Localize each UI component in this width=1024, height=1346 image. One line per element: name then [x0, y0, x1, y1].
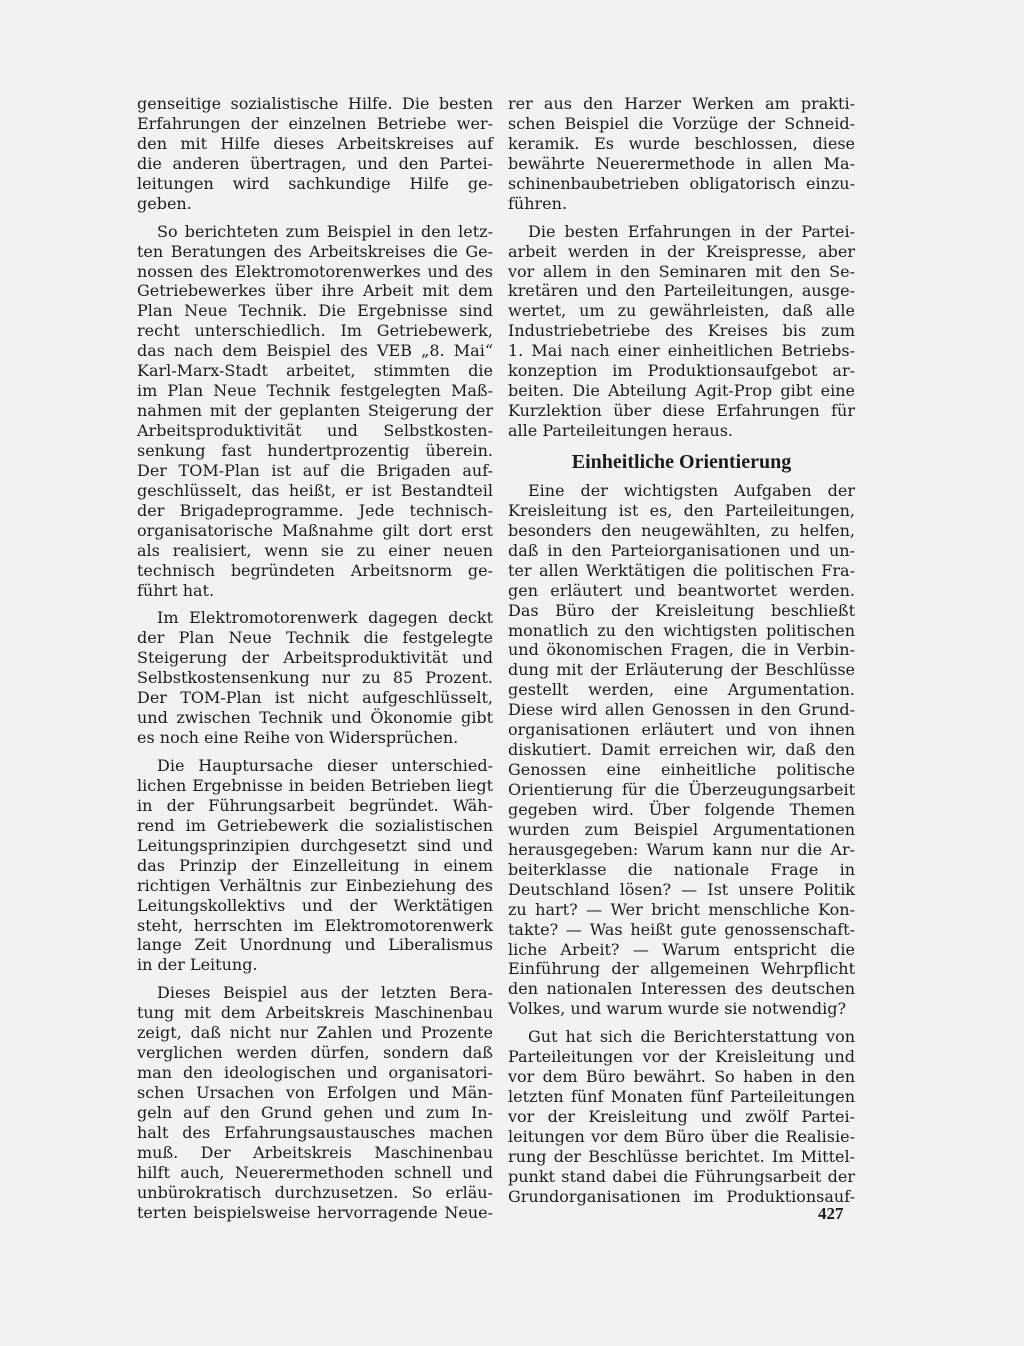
- text-line: Grundorganisationen im Produktionsauf-: [508, 1186, 855, 1206]
- text-line: unbürokratisch durchzusetzen. So erläu-: [137, 1182, 493, 1202]
- text-line: man den ideologischen und organisatori-: [137, 1063, 493, 1083]
- text-line: Selbstkostensenkung nur zu 85 Prozent.: [137, 668, 493, 688]
- right-column: [508, 94, 855, 1207]
- text-line: geln auf den Grund gehen und zum In-: [137, 1102, 493, 1122]
- right-paragraphs-after: [508, 481, 855, 1207]
- text-line: lichen Ergebnisse in beiden Betrieben liegt: [137, 775, 493, 795]
- text-line: führt hat.: [137, 580, 215, 600]
- text-line: hilft auch, Neuerermethoden schnell und: [137, 1162, 493, 1182]
- text-line: rend im Getriebewerk die sozialistischen: [137, 815, 493, 835]
- right-paragraphs-before: [508, 94, 855, 441]
- paragraph-gap: [137, 748, 493, 756]
- paragraph: [508, 481, 855, 1019]
- text-line: gestellt werden, eine Argumentation.: [508, 680, 855, 700]
- text-line: So berichteten zum Beispiel in den letz-: [157, 221, 493, 241]
- text-line: Die besten Erfahrungen in der Partei-: [528, 221, 855, 241]
- text-line: nossen des Elektromotorenwerkes und des: [137, 261, 493, 281]
- text-line: Kreisleitung ist es, den Parteileitungen,: [508, 500, 855, 520]
- text-line: genseitige sozialistische Hilfe. Die besten: [137, 94, 493, 113]
- text-line: daß in den Parteiorganisationen und un-: [508, 540, 855, 560]
- text-line: schen Ursachen von Erfolgen und Män-: [137, 1083, 493, 1102]
- text-line: Arbeitsproduktivität und Selbstkosten-: [137, 421, 493, 440]
- paragraph-gap: [137, 214, 493, 222]
- paragraph: [508, 222, 855, 441]
- paragraph: [137, 222, 493, 601]
- paragraph: [137, 608, 493, 748]
- text-line: recht unterschiedlich. Im Getriebewerk,: [137, 321, 493, 341]
- text-line: Leitungsprinzipien durchgesetzt sind und: [137, 835, 493, 855]
- paragraph: [508, 1027, 855, 1206]
- text-line: Die Hauptursache dieser unterschied-: [157, 756, 493, 775]
- text-line: rer aus den Harzer Werken am prakti-: [508, 94, 855, 113]
- text-line: das Prinzip der Einzelleitung in einem: [137, 855, 493, 875]
- text-line: vor dem Büro bewährt. So haben in den: [508, 1067, 855, 1087]
- text-line: Kurzlektion über diese Erfahrungen für: [508, 401, 855, 421]
- text-line: als realisiert, wenn sie zu einer neuen: [137, 540, 493, 560]
- text-line: 1. Mai nach einer einheitlichen Betriebs-: [508, 341, 855, 361]
- text-line: der Plan Neue Technik die festgelegte: [137, 628, 493, 648]
- text-line: Orientierung für die Überzeugungsarbeit: [508, 780, 855, 799]
- text-line: ten Beratungen des Arbeitskreises die Ge-: [137, 241, 493, 261]
- paragraph: [137, 983, 493, 1222]
- text-line: leitungen vor dem Büro über die Realisie-: [508, 1126, 855, 1146]
- left-column: [137, 94, 493, 1223]
- text-line: beiten. Die Abteilung Agit-Prop gibt eine: [508, 381, 855, 401]
- text-line: die anderen übertragen, und den Partei-: [137, 153, 493, 173]
- text-line: punkt stand dabei die Führungsarbeit der: [508, 1166, 855, 1186]
- text-line: Gut hat sich die Berichterstattung von: [528, 1027, 855, 1047]
- text-line: Karl-Marx-Stadt arbeitet, stimmten die: [137, 361, 493, 381]
- text-line: Plan Neue Technik. Die Ergebnisse sind: [137, 301, 493, 321]
- text-line: takte? — Was heißt gute genossenschaft-: [508, 919, 855, 939]
- text-line: in der Führungsarbeit begründet. Wäh-: [137, 795, 493, 815]
- text-line: Parteileitungen vor der Kreisleitung und: [508, 1047, 855, 1067]
- text-line: Einführung der allgemeinen Wehrpflicht: [508, 959, 855, 979]
- text-line: leitungen wird sachkundige Hilfe ge-: [137, 173, 493, 193]
- text-line: den mit Hilfe dieses Arbeitskreises auf: [137, 133, 493, 153]
- text-line: gegeben wird. Über folgende Themen: [508, 799, 855, 819]
- text-line: wertet, um zu gewährleisten, daß alle: [508, 301, 855, 321]
- text-line: zu hart? — Wer bricht menschliche Kon-: [508, 899, 855, 919]
- text-line: führen.: [508, 193, 568, 213]
- text-line: tung mit dem Arbeitskreis Maschinenbau: [137, 1003, 493, 1023]
- paragraph-gap: [508, 1019, 855, 1027]
- text-line: kretären und den Parteileitungen, ausge-: [508, 281, 855, 301]
- text-line: keramik. Es wurde beschlossen, diese: [508, 133, 855, 153]
- text-line: Steigerung der Arbeitsproduktivität und: [137, 648, 493, 668]
- text-line: gen erläutert und beantwortet werden.: [508, 580, 855, 600]
- text-line: besonders den neugewählten, zu helfen,: [508, 520, 855, 540]
- paragraph: [508, 94, 855, 214]
- text-line: der Brigadeprogramme. Jede technisch-: [137, 500, 493, 520]
- text-line: Diese wird allen Genossen in den Grund-: [508, 700, 855, 720]
- text-line: terten beispielsweise hervorragende Neue-: [137, 1202, 493, 1222]
- text-line: Dieses Beispiel aus der letzten Bera-: [157, 983, 493, 1003]
- text-line: nahmen mit der geplanten Steigerung der: [137, 401, 493, 421]
- text-line: muß. Der Arbeitskreis Maschinenbau: [137, 1142, 493, 1162]
- text-line: liche Arbeit? — Warum entspricht die: [508, 939, 855, 959]
- text-line: diskutiert. Damit erreichen wir, daß den: [508, 740, 855, 760]
- text-line: das nach dem Beispiel des VEB „8. Mai“: [137, 341, 493, 361]
- text-line: konzeption im Produktionsaufgebot ar-: [508, 361, 855, 381]
- text-line: wurden zum Beispiel Argumentationen: [508, 819, 855, 839]
- text-line: und zwischen Technik und Ökonomie gibt: [137, 708, 493, 728]
- text-line: schen Beispiel die Vorzüge der Schneid-: [508, 113, 855, 133]
- text-line: vor der Kreisleitung und zwölf Partei-: [508, 1107, 855, 1126]
- text-line: Leitungskollektivs und der Werktätigen: [137, 895, 493, 915]
- text-line: Deutschland lösen? — Ist unsere Politik: [508, 879, 855, 899]
- text-line: monatlich zu den wichtigsten politischen: [508, 620, 855, 640]
- text-line: alle Parteileitungen heraus.: [508, 421, 733, 440]
- section-heading: Einheitliche Orientierung: [571, 450, 792, 473]
- text-line: Erfahrungen der einzelnen Betriebe wer-: [137, 113, 493, 133]
- text-line: bewährte Neuerermethode in allen Ma-: [508, 153, 855, 173]
- text-line: organisatorische Maßnahme gilt dort erst: [137, 520, 493, 540]
- text-line: Volkes, und warum wurde sie notwendig?: [508, 999, 847, 1019]
- text-line: technisch begründeten Arbeitsnorm ge-: [137, 560, 493, 580]
- text-line: dung mit der Erläuterung der Beschlüsse: [508, 660, 855, 680]
- text-line: Der TOM-Plan ist auf die Brigaden auf-: [137, 460, 493, 480]
- paragraph: [137, 756, 493, 975]
- text-line: beiterklasse die nationale Frage in: [508, 859, 855, 879]
- text-line: Industriebetriebe des Kreises bis zum: [508, 321, 855, 341]
- text-line: Getriebewerkes über ihre Arbeit mit dem: [137, 281, 493, 301]
- text-line: Genossen eine einheitliche politische: [508, 760, 855, 780]
- text-line: vor allem in den Seminaren mit den Se-: [508, 261, 855, 281]
- text-line: arbeit werden in der Kreispresse, aber: [508, 241, 855, 261]
- text-line: geschlüsselt, das heißt, er ist Bestandteil: [137, 480, 493, 500]
- text-line: organisationen erläutert und von ihnen: [508, 720, 855, 740]
- paragraph-gap: [508, 214, 855, 222]
- paragraph-gap: [137, 975, 493, 983]
- paragraph-gap: [137, 600, 493, 608]
- text-line: verglichen werden dürfen, sondern daß: [137, 1043, 493, 1063]
- text-line: Das Büro der Kreisleitung beschließt: [508, 600, 855, 620]
- text-line: Der TOM-Plan ist nicht aufgeschlüsselt,: [137, 688, 493, 708]
- text-line: es noch eine Reihe von Widersprüchen.: [137, 728, 459, 748]
- text-line: lange Zeit Unordnung und Liberalismus: [137, 935, 493, 955]
- text-line: zeigt, daß nicht nur Zahlen und Prozente: [137, 1023, 493, 1043]
- text-line: richtigen Verhältnis zur Einbeziehung des: [137, 875, 493, 895]
- text-line: halt des Erfahrungsaustausches machen: [137, 1122, 493, 1142]
- text-line: und ökonomischen Fragen, die in Verbin-: [508, 640, 855, 660]
- text-line: im Plan Neue Technik festgelegten Maß-: [137, 381, 493, 401]
- text-line: schinenbaubetrieben obligatorisch einzu-: [508, 173, 855, 193]
- text-line: rung der Beschlüsse berichtet. Im Mittel-: [508, 1146, 855, 1166]
- text-line: ter allen Werktätigen die politischen Fra-: [508, 560, 855, 580]
- page-number: 427: [818, 1204, 844, 1223]
- text-line: letzten fünf Monaten fünf Parteileitungen: [508, 1087, 855, 1107]
- text-line: Im Elektromotorenwerk dagegen deckt: [157, 608, 493, 628]
- text-line: geben.: [137, 193, 192, 213]
- text-line: senkung fast hundertprozentig überein.: [137, 440, 493, 460]
- text-line: den nationalen Interessen des deutschen: [508, 979, 855, 999]
- text-line: steht, herrschten im Elektromotorenwerk: [137, 915, 493, 935]
- paragraph: [137, 94, 493, 214]
- text-line: in der Leitung.: [137, 955, 258, 975]
- text-line: herausgegeben: Warum kann nur die Ar-: [508, 839, 855, 859]
- text-line: Eine der wichtigsten Aufgaben der: [528, 480, 855, 500]
